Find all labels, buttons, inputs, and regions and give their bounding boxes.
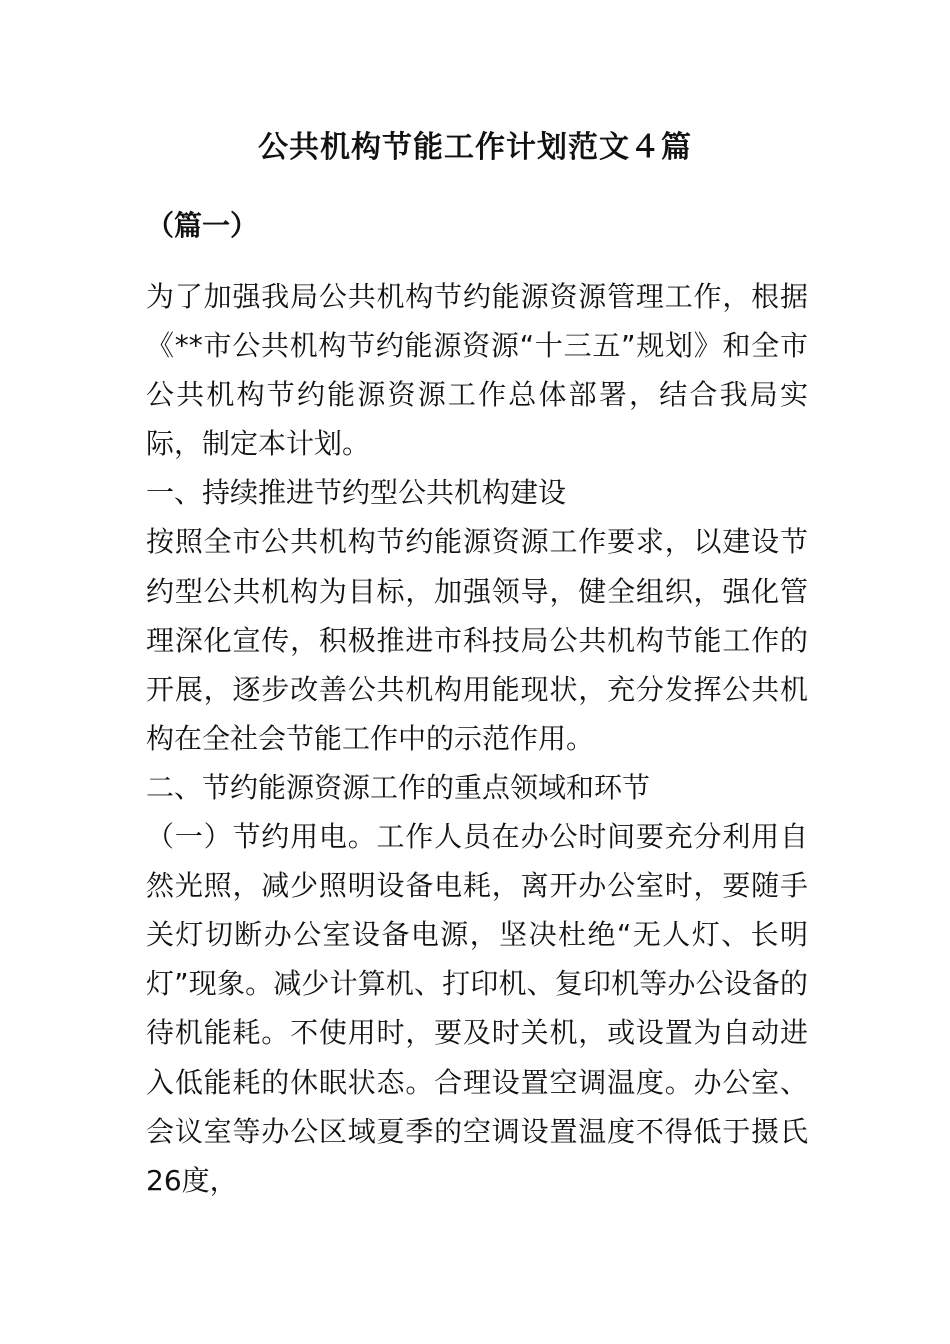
heading-section-2: 二、节约能源资源工作的重点领域和环节	[146, 770, 651, 804]
document-title: 公共机构节能工作计划范文４篇	[258, 130, 692, 165]
section-label: （篇一）	[146, 209, 259, 242]
paragraph-intro: 为了加强我局公共机构节约能源资源管理工作，根据《**市公共机构节约能源资源“十三五”规划》和全市公共机构节约能源资源工作总体部署，结合我局实际，制定本计划。	[146, 280, 808, 461]
paragraph-electricity: （一）节约用电。工作人员在办公时间要充分利用自然光照，减少照明设备电耗，离开办公室时，要随手关灯切断办公室设备电源，坚决杜绝“无人灯、长明灯”现象。减少计算机、打印机、复印机等办公设备的待机能耗。不使用时，要及时关机，或设置为自动进入低能耗的休眠状态。合理设置空调温度。办公室、会议室等办公区域夏季的空调设置温度不得低于摄氏26度，	[146, 820, 808, 1197]
paragraph-section-1: 按照全市公共机构节约能源资源工作要求，以建设节约型公共机构为目标，加强领导，健全组织，强化管理深化宣传，积极推进市科技局公共机构节能工作的开展，逐步改善公共机构用能现状，充分发挥公共机构在全社会节能工作中的示范作用。	[146, 525, 808, 755]
heading-section-1: 一、持续推进节约型公共机构建设	[146, 476, 567, 510]
document-body	[146, 272, 808, 1205]
